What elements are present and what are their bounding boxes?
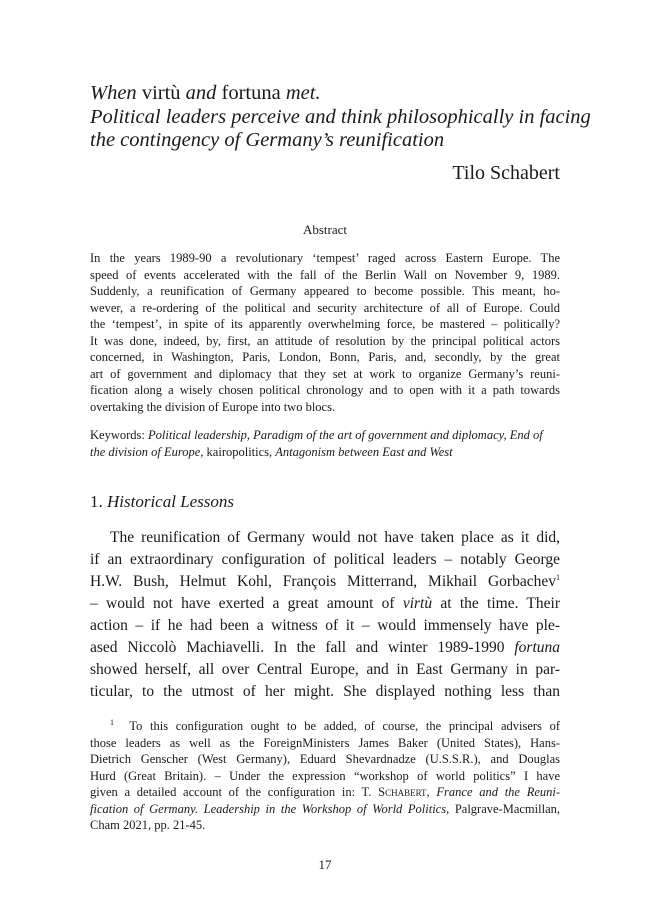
abstract-text xyxy=(90,250,560,415)
abstract-heading: Abstract xyxy=(302,222,348,237)
footnote-line: Cham 2021, pp. 21-45. xyxy=(90,818,206,832)
page-number: 17 xyxy=(318,857,332,872)
footnote-ref[interactable]: 1 xyxy=(556,572,560,582)
section-number: 1. xyxy=(90,492,103,511)
footnote-line: fication of Germany. Leadership in the Workshop of World Politics, Palgrave-Macmillan, xyxy=(90,801,560,816)
abstract-line: concerned, in Washington, Paris, London, Bonn, Paris, and, secondly, by the great xyxy=(90,350,560,364)
abstract-line: fication along a wisely chosen political chronology and to open with it a path towards xyxy=(90,383,560,397)
body-line: action – if he had been a witness of it – would immensely have ple- xyxy=(90,617,560,634)
footnote-line: Dietrich Genscher (West Germany), Eduard Shevardnadze (U.S.S.R.), and Douglas xyxy=(90,752,560,766)
footnote-line: those leaders as well as the ForeignMinisters James Baker (United States), Hans- xyxy=(90,735,560,750)
section-title: Historical Lessons xyxy=(107,492,235,511)
title-line-1: When virtù and fortuna met. xyxy=(90,82,321,104)
footnote-line: Hurd (Great Britain). – Under the expression “workshop of world politics” I have xyxy=(90,768,560,783)
footnote-mark: 1 xyxy=(110,717,114,727)
title-line-3: the contingency of Germany’s reunification xyxy=(90,129,445,151)
footnote-line: $^1$ To this configuration ought to be added, of course, the principal advisers of xyxy=(110,717,560,733)
abstract-line: wever, a re-ordering of the political and security architecture of all of Europe. Could xyxy=(90,300,560,315)
abstract-line: the ‘tempest’, in spite of its apparently overwhelming force, be mastered – politically? xyxy=(90,317,560,331)
abstract-line: art of government and diplomacy that they set at work to organize Germany’s reuni- xyxy=(90,366,560,381)
author-name: Tilo Schabert xyxy=(452,162,560,184)
body-line: – would not have exerted a great amount of virtù at the time. Their xyxy=(90,595,560,612)
abstract-line: Suddenly, a reunification of Germany appeared to become possible. This meant, ho- xyxy=(90,284,560,298)
article-title xyxy=(90,82,591,153)
abstract-line: speed of events accelerated with the fall of the Berlin Wall on November 9, 1989. xyxy=(90,267,560,282)
keywords xyxy=(90,427,560,460)
footnote-line: given a detailed account of the configuration in: T. Schabert, France and the Reuni- xyxy=(90,785,561,799)
title-line-2: Political leaders perceive and think philosophically in facing xyxy=(90,105,591,128)
keywords-label: Keywords: xyxy=(90,428,145,442)
abstract-line: In the years 1989-90 a revolutionary ‘tempest’ raged across Eastern Europe. The xyxy=(90,251,560,265)
body-line: if an extraordinary configuration of political leaders – notably George xyxy=(90,551,560,568)
body-line: H.W. Bush, Helmut Kohl, François Mitterrand, Mikhail Gorbachev$^1$ xyxy=(90,572,560,590)
abstract-line: It was done, indeed, by, first, an attitude of resolution by the principal political actors xyxy=(90,333,560,348)
body-line: The reunification of Germany would not have taken place as it did, xyxy=(110,529,560,546)
footnote xyxy=(90,718,560,834)
body-line: ticular, to the utmost of her might. She displayed nothing less than xyxy=(90,683,560,700)
body-line: showed herself, all over Central Europe, and in East Germany in par- xyxy=(90,661,560,678)
body-line: ased Niccolò Machiavelli. In the fall and winter 1989-1990 fortuna xyxy=(90,639,561,656)
keywords-line-2: the division of Europe, kairopolitics, Antagonism between East and West xyxy=(90,444,453,459)
body-text xyxy=(90,527,560,703)
keywords-line-1: Keywords: Political leadership, Paradigm of the art of government and diplomacy, End of xyxy=(90,428,543,442)
abstract-line: overtaking the division of Europe into two blocs. xyxy=(90,399,336,414)
section-heading xyxy=(90,492,234,512)
